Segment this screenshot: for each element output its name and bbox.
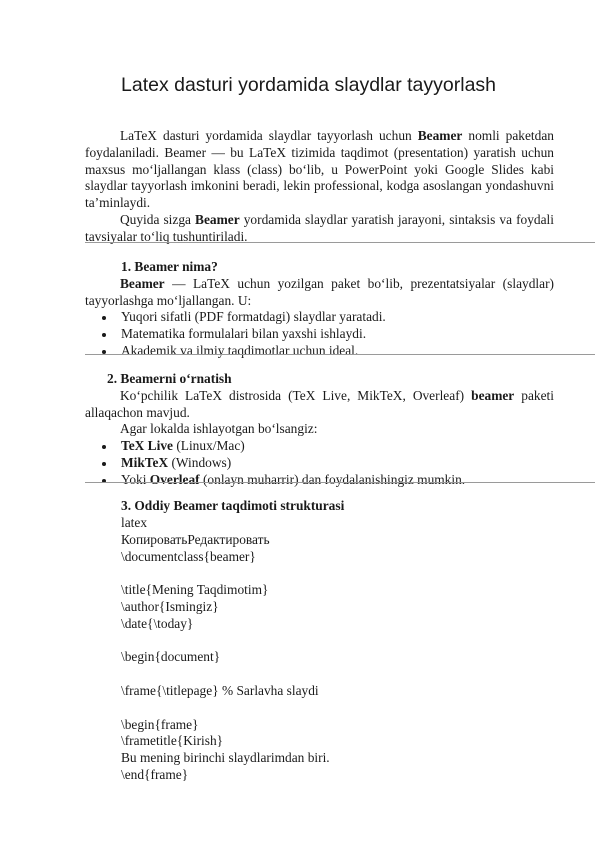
section-1-text: — LaTeX uchun yozilgan paket boʻlib, prezentatsiyalar (slaydlar) tayyorlashga moʻljallangan. U:	[85, 275, 554, 308]
code-line	[121, 565, 330, 582]
intro-p1-text-b: nomli paketdan foydalaniladi. Beamer — bu LaTeX tizimida taqdimot (presentation) yaratish uchun maxsus moʻljallangan klass (class) boʻlib, u PowerPoint yoki Google Slides kabi slaydlar tayyorlash imkonini beradi, lekin professional, kodga asoslangan yondashuvni taʼminlaydi.	[85, 128, 554, 211]
intro-p2-text-b: yordamida slaydlar yaratish jarayoni, sintaksis va foydali tavsiyalar toʻliq tushuntiriladi.	[85, 211, 554, 244]
code-line: \date{\today}	[121, 615, 194, 631]
code-line	[121, 700, 330, 717]
list-item	[85, 472, 554, 489]
bullet-icon	[102, 333, 106, 337]
list-item-bold: Overleaf	[149, 471, 200, 487]
section-beamer-struktura	[85, 498, 554, 515]
list-item-bold: TeX Live	[121, 438, 173, 454]
list-item-text: (Windows)	[168, 454, 232, 470]
section-1-heading: 1. Beamer nima?	[121, 259, 218, 274]
code-line: \end{frame}	[121, 766, 189, 782]
intro-paragraph-2	[85, 212, 554, 246]
document-title: Latex dasturi yordamida slaydlar tayyorlash	[121, 74, 497, 96]
code-line: КопироватьРедактировать	[121, 531, 270, 547]
code-line: \begin{frame}	[121, 716, 199, 732]
section-2-p1-text-b: paketi allaqachon mavjud.	[85, 387, 554, 420]
list-item-text: Yoki	[121, 471, 150, 487]
section-2-p1-bold: beamer	[471, 387, 515, 403]
code-block	[121, 515, 330, 784]
list-item	[85, 309, 554, 326]
list-item-text: (onlayn muharrir) dan foydalanishingiz mumkin.	[199, 471, 466, 487]
code-line: \documentclass{beamer}	[121, 548, 256, 564]
bullet-icon	[102, 462, 106, 466]
divider	[85, 242, 595, 243]
code-line: latex	[121, 515, 148, 530]
divider	[85, 482, 595, 483]
code-line: \begin{document}	[121, 649, 221, 665]
intro-paragraph-1	[85, 128, 554, 212]
intro-section	[85, 128, 554, 246]
intro-p2-bold: Beamer	[195, 211, 240, 227]
list-item-text: Matematika formulalari bilan yaxshi ishlaydi.	[121, 326, 367, 342]
code-line: \author{Ismingiz}	[121, 598, 219, 614]
section-2-heading: 2. Beamerni oʻrnatish	[107, 371, 232, 386]
code-line: \frametitle{Kirish}	[121, 733, 224, 749]
code-line	[121, 666, 330, 683]
list-item	[85, 326, 554, 343]
intro-p1-bold: Beamer	[417, 128, 463, 143]
intro-p2-text-a: Quyida sizga	[120, 211, 196, 227]
section-2-paragraph-1	[85, 388, 554, 422]
divider	[85, 354, 595, 355]
section-1-paragraph	[85, 276, 554, 310]
section-1-bold: Beamer	[120, 275, 165, 291]
section-1-bullet-list	[85, 309, 554, 359]
code-line: \title{Mening Taqdimotim}	[121, 582, 269, 598]
code-line	[121, 633, 330, 650]
list-item-text: (Linux/Mac)	[172, 438, 245, 454]
bullet-icon	[102, 445, 106, 449]
list-item	[85, 455, 554, 472]
list-item	[85, 438, 554, 455]
list-item	[85, 343, 554, 360]
list-item-bold: MikTeX	[121, 454, 169, 470]
code-line: \frame{\titlepage} % Sarlavha slaydi	[121, 682, 319, 698]
code-line: Bu mening birinchi slaydlarimdan biri.	[121, 750, 330, 766]
section-beamer-nima	[85, 259, 554, 360]
section-3-heading: 3. Oddiy Beamer taqdimoti strukturasi	[121, 498, 345, 513]
list-item-text: Akademik va ilmiy taqdimotlar uchun ideal.	[121, 342, 359, 358]
section-beamerni-ornatish	[85, 371, 554, 489]
list-item-text: Yuqori sifatli (PDF formatdagi) slaydlar yaratadi.	[121, 309, 386, 325]
section-2-p1-text-a: Koʻpchilik LaTeX distrosida (TeX Live, MikTeX, Overleaf)	[120, 387, 472, 403]
section-2-paragraph-2: Agar lokalda ishlayotgan boʻlsangiz:	[120, 421, 318, 437]
bullet-icon	[102, 316, 106, 320]
intro-p1-text-a: LaTeX dasturi yordamida slaydlar tayyorlash uchun	[120, 128, 418, 143]
